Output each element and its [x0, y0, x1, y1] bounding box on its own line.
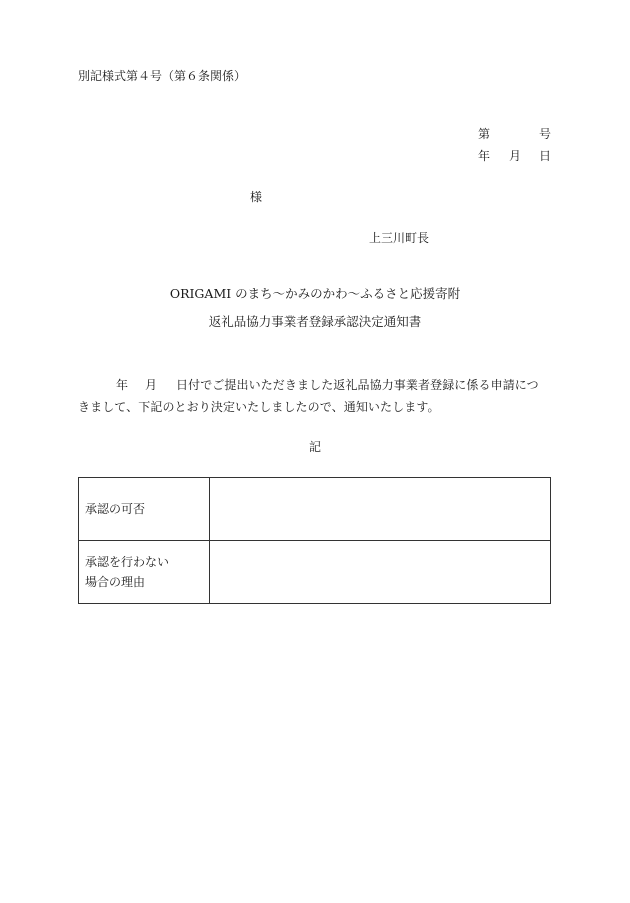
label-line: 承認を行わない — [85, 555, 170, 569]
body-nen: 年 — [116, 378, 129, 392]
row-label-approval — [79, 478, 210, 541]
label-line: 承認の可否 — [85, 502, 146, 516]
document-title-line1: ORIGAMI のまち～かみのかわ～ふるさと応援寄附 — [169, 286, 461, 301]
label-line: 場合の理由 — [85, 575, 146, 589]
table-row — [79, 478, 551, 541]
addressee-suffix: 様 — [250, 190, 263, 204]
row-value-approval — [210, 478, 551, 541]
number-go: 号 — [539, 127, 552, 141]
date-nen: 年 — [478, 149, 491, 163]
number-dai: 第 — [478, 127, 491, 141]
form-label: 別記様式第４号（第６条関係） — [78, 69, 247, 83]
document-title-line2: 返礼品協力事業者登録承認決定通知書 — [208, 314, 422, 329]
body-text-line2: きまして、下記のとおり決定いたしましたので、通知いたします。 — [78, 400, 440, 414]
ki-heading: 記 — [308, 440, 321, 454]
date-nichi: 日 — [539, 149, 552, 163]
decision-table — [78, 477, 551, 604]
table-row — [79, 541, 551, 604]
sender-name: 上三川町長 — [369, 231, 430, 245]
row-value-reason — [210, 541, 551, 604]
row-label-reason — [79, 541, 210, 604]
body-text-line1 — [78, 379, 539, 391]
body-gatsu: 月 — [145, 378, 158, 392]
body-line1-rest: 日付でご提出いただきました返礼品協力事業者登録に係る申請につ — [176, 378, 539, 392]
date-gatsu: 月 — [509, 149, 522, 163]
